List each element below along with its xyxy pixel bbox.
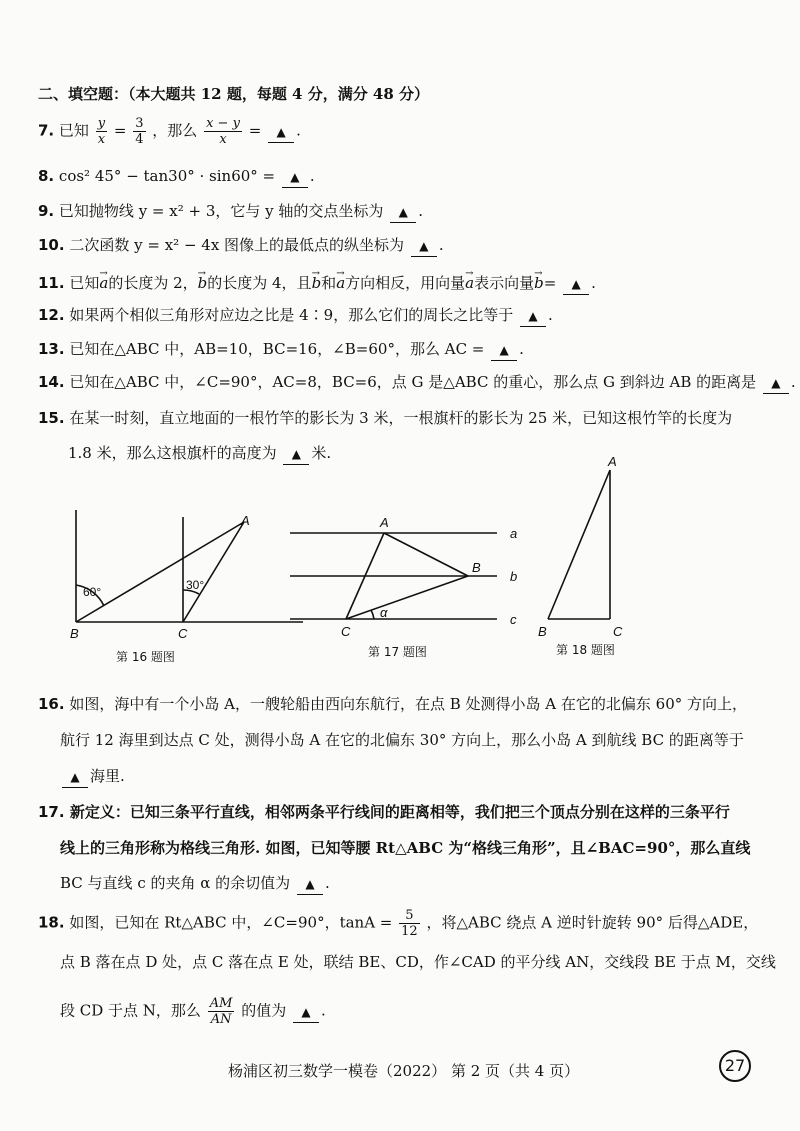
question-8: 8. cos² 45° − tan30° · sin60° = ▲ . bbox=[38, 166, 315, 188]
q11-answer-blank[interactable]: ▲ bbox=[563, 273, 589, 295]
q15-answer-blank[interactable]: ▲ bbox=[283, 443, 309, 465]
question-11: 11. 已知→ a的长度为 2，→ b的长度为 4，且→ b和→ a方向相反，用向量→ a表示向量→ b= ▲ . bbox=[38, 273, 596, 295]
q8-number: 8. bbox=[38, 167, 55, 185]
q15-number: 15. bbox=[38, 409, 65, 427]
q9-text: 已知抛物线 y = x² + 3，它与 y 轴的交点坐标为 bbox=[58, 202, 384, 220]
fig16-angle-60: 60° bbox=[83, 585, 102, 599]
q7-text-2: ，那么 bbox=[152, 121, 198, 140]
fig17-label-c: C bbox=[341, 624, 351, 639]
q10-text: 二次函数 y = x² − 4x 图像上的最低点的纵坐标为 bbox=[69, 236, 405, 254]
q18-text-1a: 如图，已知在 Rt△ABC 中，∠C=90°，tanA = bbox=[69, 913, 393, 932]
q11-text: 已知 bbox=[69, 274, 100, 292]
question-13: 13. 已知在△ABC 中，AB=10，BC=16，∠B=60°，那么 AC = ▲ . bbox=[38, 339, 524, 361]
q11-number: 11. bbox=[38, 274, 65, 292]
q10-number: 10. bbox=[38, 236, 65, 254]
vector-a: → a bbox=[465, 274, 474, 292]
question-12: 12. 如果两个相似三角形对应边之比是 4∶9，那么它们的周长之比等于 ▲ . bbox=[38, 305, 553, 327]
q8-answer-blank[interactable]: ▲ bbox=[282, 166, 308, 188]
question-17-line-3: BC 与直线 c 的夹角 α 的余切值为 ▲ . bbox=[60, 873, 330, 895]
figure-18 bbox=[548, 470, 610, 619]
q18-text-3b: 的值为 bbox=[241, 1001, 287, 1020]
question-14: 14. 已知在△ABC 中，∠C=90°，AC=8，BC=6，点 G 是△ABC 的重心，那么点 G 到斜边 AB 的距离是 ▲ . bbox=[38, 372, 796, 394]
q7-fraction-y-x: $\frac{y}{x}$ bbox=[97, 116, 106, 147]
q14-text: 已知在△ABC 中，∠C=90°，AC=8，BC=6，点 G 是△ABC 的重心，那么点 G 到斜边 AB 的距离是 bbox=[69, 373, 757, 391]
question-16-line-3 bbox=[60, 766, 125, 788]
q11-text: 和 bbox=[321, 274, 337, 292]
page-footer: 杨浦区初三数学一模卷（2022） 第 2 页（共 4 页） bbox=[228, 1062, 580, 1080]
q11-text: 表示向量 bbox=[474, 274, 535, 292]
question-18-line-3: 段 CD 于点 N，那么 $\frac{AM}{AN}$ 的值为 ▲ . bbox=[60, 996, 326, 1027]
vector-a: → a bbox=[336, 274, 345, 292]
q11-text: = bbox=[543, 274, 557, 292]
page-badge: 27 bbox=[719, 1050, 751, 1082]
question-9: 9. 已知抛物线 y = x² + 3，它与 y 轴的交点坐标为 ▲ . bbox=[38, 201, 423, 223]
q15-text-2: 1.8 米，那么这根旗杆的高度为 bbox=[68, 444, 277, 462]
q14-number: 14. bbox=[38, 373, 65, 391]
fig18-label-c: C bbox=[613, 624, 623, 639]
q7-number: 7. bbox=[38, 121, 55, 140]
q7-fraction-3-4: $\frac{3}{4}$ bbox=[135, 116, 144, 147]
q9-number: 9. bbox=[38, 202, 55, 220]
q7-answer-blank[interactable]: ▲ bbox=[268, 121, 294, 143]
question-18-line-1 bbox=[38, 908, 758, 939]
q17-number: 17. bbox=[38, 803, 65, 821]
section-title: 二、填空题：（本大题共 12 题，每题 4 分，满分 48 分） bbox=[38, 85, 430, 103]
fig18-caption: 第 18 题图 bbox=[556, 643, 615, 657]
q13-answer-blank[interactable]: ▲ bbox=[491, 339, 517, 361]
q16-text-3: 海里. bbox=[90, 767, 125, 785]
fig16-label-c: C bbox=[178, 626, 188, 641]
q17-text-1: 新定义：已知三条平行直线，相邻两条平行线间的距离相等，我们把三个顶点分别在这样的三条平行 bbox=[69, 803, 730, 821]
fig16-label-a: A bbox=[241, 513, 250, 528]
figure-16 bbox=[76, 510, 303, 622]
fig17-line-b: b bbox=[510, 569, 518, 584]
q7-equals-2: = bbox=[248, 121, 262, 140]
q12-number: 12. bbox=[38, 306, 65, 324]
q18-fraction-am-an: $\frac{AM}{AN}$ bbox=[209, 996, 233, 1027]
question-17-line-2: 线上的三角形称为格线三角形. 如图，已知等腰 Rt△ABC 为“格线三角形”，且∠BAC=90°，那么直线 bbox=[60, 839, 751, 857]
question-18-line-2: 点 B 落在点 D 处，点 C 落在点 E 处，联结 BE、CD，作∠CAD 的平分线 AN，交线段 BE 于点 M，交线 bbox=[60, 953, 776, 971]
q14-answer-blank[interactable]: ▲ bbox=[763, 372, 789, 394]
vector-b: → b bbox=[198, 274, 208, 292]
vector-b: → b bbox=[312, 274, 322, 292]
q18-number: 18. bbox=[38, 913, 65, 932]
q12-answer-blank[interactable]: ▲ bbox=[520, 305, 546, 327]
fig16-label-b: B bbox=[70, 626, 79, 641]
q11-text: 的长度为 4，且 bbox=[207, 274, 312, 292]
figure-17 bbox=[290, 533, 497, 619]
q15-text-3: 米. bbox=[311, 444, 332, 462]
question-17-line-1 bbox=[38, 802, 730, 822]
q17-text-3: BC 与直线 c 的夹角 α 的余切值为 bbox=[60, 874, 291, 892]
fig18-label-a: A bbox=[608, 454, 617, 469]
q13-text: 已知在△ABC 中，AB=10，BC=16，∠B=60°，那么 AC = bbox=[69, 340, 485, 358]
vector-a: → a bbox=[99, 274, 108, 292]
q7-fraction-expr: $\frac{x - y}{x}$ bbox=[206, 116, 240, 147]
fig17-label-a: A bbox=[380, 515, 389, 530]
q18-fraction-tan: $\frac{5}{12}$ bbox=[401, 908, 418, 939]
q10-answer-blank[interactable]: ▲ bbox=[411, 235, 437, 257]
fig18-label-b: B bbox=[538, 624, 547, 639]
question-16-line-2: 航行 12 海里到达点 C 处，测得小岛 A 在它的北偏东 30° 方向上，那么小岛 A 到航线 BC 的距离等于 bbox=[60, 731, 744, 749]
fig17-caption: 第 17 题图 bbox=[368, 645, 427, 659]
question-10: 10. 二次函数 y = x² − 4x 图像上的最低点的纵坐标为 ▲ . bbox=[38, 235, 444, 257]
q18-text-3a: 段 CD 于点 N，那么 bbox=[60, 1001, 201, 1020]
q9-answer-blank[interactable]: ▲ bbox=[390, 201, 416, 223]
q16-number: 16. bbox=[38, 695, 65, 713]
q7-text-1: 已知 bbox=[58, 121, 89, 140]
q18-text-1b: ，将△ABC 绕点 A 逆时针旋转 90° 后得△ADE， bbox=[426, 913, 759, 932]
q16-text-1: 如图，海中有一个小岛 A，一艘轮船由西向东航行，在点 B 处测得小岛 A 在它的北偏东 60° 方向上， bbox=[69, 695, 748, 713]
q11-text: 的长度为 2， bbox=[108, 274, 198, 292]
q11-text: 方向相反，用向量 bbox=[345, 274, 466, 292]
fig17-line-c: c bbox=[510, 612, 517, 627]
q18-answer-blank[interactable]: ▲ bbox=[293, 1001, 319, 1023]
fig17-alpha: α bbox=[380, 605, 388, 620]
q13-number: 13. bbox=[38, 340, 65, 358]
fig17-label-b: B bbox=[472, 560, 481, 575]
q8-text: cos² 45° − tan30° · sin60° = bbox=[58, 167, 276, 185]
fig16-angle-30: 30° bbox=[186, 578, 205, 592]
q16-answer-blank[interactable]: ▲ bbox=[62, 766, 88, 788]
question-7: 7. 已知 $\frac{y}{x}$ = $\frac{3}{4}$ ，那么 $\frac{x - y}{x}$ = ▲ . bbox=[38, 116, 301, 147]
fig16-caption: 第 16 题图 bbox=[116, 650, 175, 664]
q7-equals: = bbox=[113, 121, 127, 140]
q15-text-1: 在某一时刻，直立地面的一根竹竿的影长为 3 米，一根旗杆的影长为 25 米，已知这根竹竿的长度为 bbox=[69, 409, 733, 427]
vector-b: → b bbox=[534, 274, 544, 292]
q12-text: 如果两个相似三角形对应边之比是 4∶9，那么它们的周长之比等于 bbox=[69, 306, 514, 324]
fig17-line-a: a bbox=[510, 526, 518, 541]
alpha-arc bbox=[371, 610, 374, 619]
q17-answer-blank[interactable]: ▲ bbox=[297, 873, 323, 895]
question-16-line-1 bbox=[38, 694, 747, 714]
